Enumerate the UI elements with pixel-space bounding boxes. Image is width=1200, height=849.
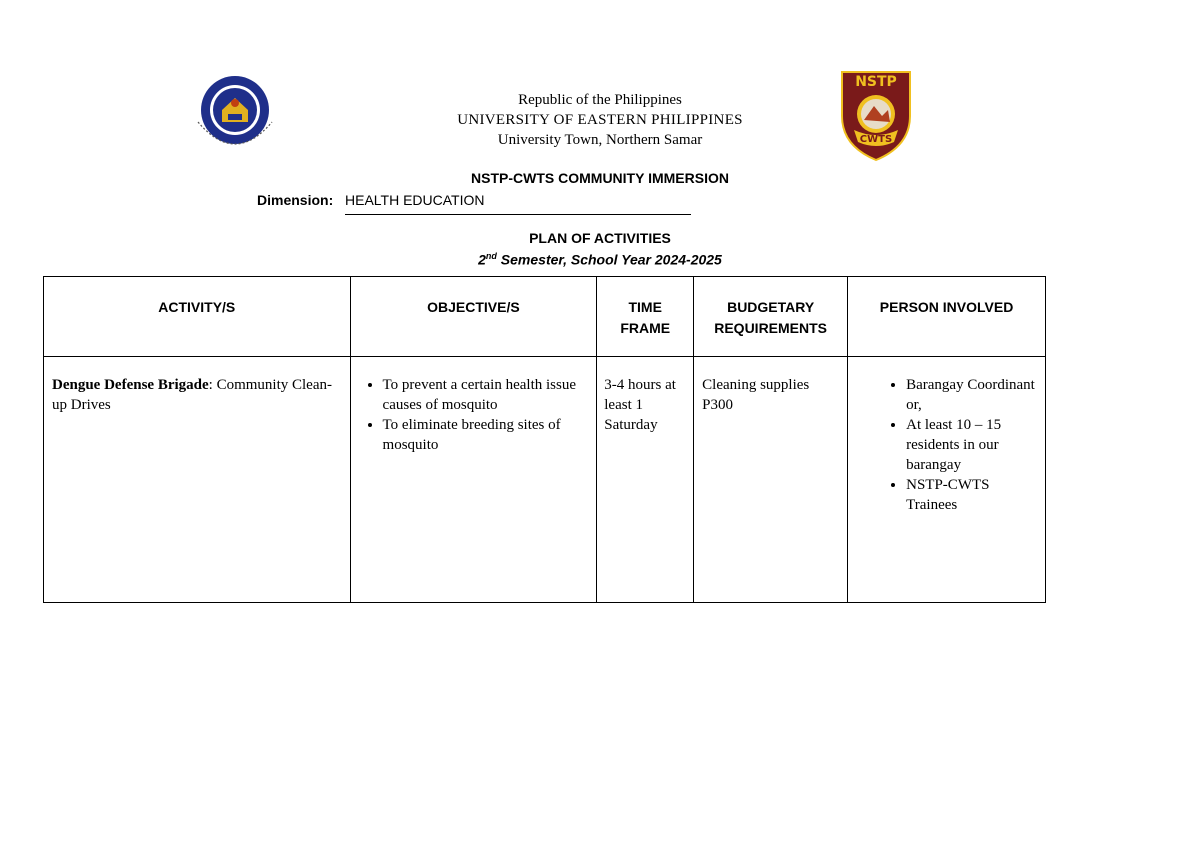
activity-name: Dengue Defense Brigade xyxy=(52,377,209,393)
semester-number: 2 xyxy=(478,251,486,268)
university-seal-logo xyxy=(190,70,280,160)
document-header xyxy=(300,90,900,150)
persons-list xyxy=(856,375,1037,515)
nstp-logo-text: NSTP xyxy=(855,74,897,90)
dimension-row xyxy=(257,192,485,208)
header-budget: BUDGETARY REQUIREMENTS xyxy=(694,277,848,357)
semester-ordinal: nd xyxy=(485,251,497,261)
cell-objectives xyxy=(350,357,597,603)
list-item: • NSTP-CWTS Trainees xyxy=(906,475,1037,515)
nstp-cwts-logo xyxy=(838,68,914,162)
list-item: • To prevent a certain health issue causes of mosquito xyxy=(383,375,589,415)
header-activities: ACTIVITY/S xyxy=(44,277,351,357)
header-objectives: OBJECTIVE/S xyxy=(350,277,597,357)
list-item: • Barangay Coordinant or, xyxy=(906,375,1037,415)
cwts-logo-text: CWTS xyxy=(859,134,893,145)
plan-of-activities-table xyxy=(43,276,1046,603)
dimension-label: Dimension: xyxy=(257,192,334,208)
list-item: • At least 10 – 15 residents in our barangay xyxy=(906,415,1037,475)
cell-budget: Cleaning supplies P300 xyxy=(694,357,848,603)
activity-description: : Community Clean-up Drives xyxy=(52,377,332,413)
cell-persons xyxy=(848,357,1046,603)
plan-title: PLAN OF ACTIVITIES xyxy=(529,230,671,246)
university-name: UNIVERSITY OF EASTERN PHILIPPINES xyxy=(457,112,743,128)
header-persons: PERSON INVOLVED xyxy=(848,277,1046,357)
list-item: • To eliminate breeding sites of mosquito xyxy=(383,415,589,455)
header-time-frame: TIME FRAME xyxy=(597,277,694,357)
dimension-value: HEALTH EDUCATION xyxy=(345,192,485,208)
republic-line: Republic of the Philippines xyxy=(518,92,682,108)
semester-line xyxy=(300,251,900,268)
dimension-underline xyxy=(345,214,691,215)
semester-text: Semester, School Year 2024-2025 xyxy=(496,251,722,268)
cell-activity xyxy=(44,357,351,603)
table-row xyxy=(44,357,1046,603)
program-title: NSTP-CWTS COMMUNITY IMMERSION xyxy=(471,170,729,186)
cell-time-frame: 3-4 hours at least 1 Saturday xyxy=(597,357,694,603)
university-address: University Town, Northern Samar xyxy=(497,132,703,148)
table-header-row xyxy=(44,277,1046,357)
objectives-list xyxy=(383,375,589,455)
